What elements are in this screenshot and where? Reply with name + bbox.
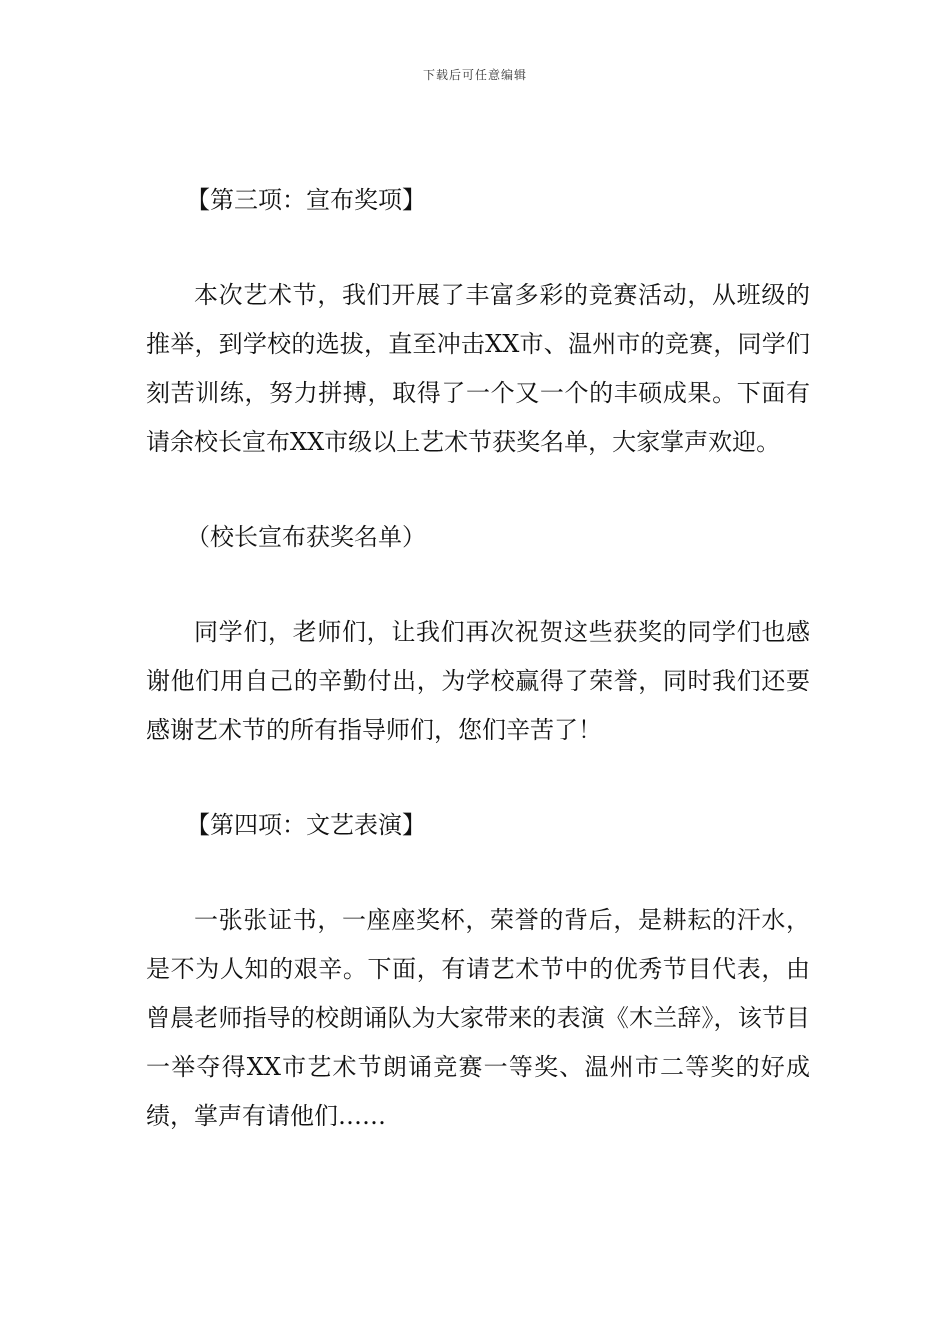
section-heading-third-item: 【第三项：宣布奖项】	[186, 186, 426, 214]
document-body	[146, 176, 810, 1187]
paragraph-awards-intro: 本次艺术节，我们开展了丰富多彩的竞赛活动，从班级的推举，到学校的选拔，直至冲击XX市、温州市的竞赛，同学们刻苦训练，努力拼搏，取得了一个又一个的丰硕成果。下面有请余校长宣布XX市级以上艺术节获奖名单，大家掌声欢迎。	[146, 281, 810, 456]
section-heading-fourth-item: 【第四项：文艺表演】	[186, 811, 426, 839]
paragraph-congratulations: 同学们，老师们，让我们再次祝贺这些获奖的同学们也感谢他们用自己的辛勤付出，为学校赢得了荣誉，同时我们还要感谢艺术节的所有指导师们，您们辛苦了！	[146, 618, 810, 744]
stage-note-principal: （校长宣布获奖名单）	[186, 523, 426, 551]
paragraph-performance-intro: 一张张证书，一座座奖杯，荣誉的背后，是耕耘的汗水，是不为人知的艰辛。下面，有请艺术节中的优秀节目代表，由曾晨老师指导的校朗诵队为大家带来的表演《木兰辞》，该节目一举夺得XX市艺术节朗诵竞赛一等奖、温州市二等奖的好成绩，掌声有请他们……	[146, 906, 810, 1130]
header-note: 下载后可任意编辑	[422, 68, 527, 82]
